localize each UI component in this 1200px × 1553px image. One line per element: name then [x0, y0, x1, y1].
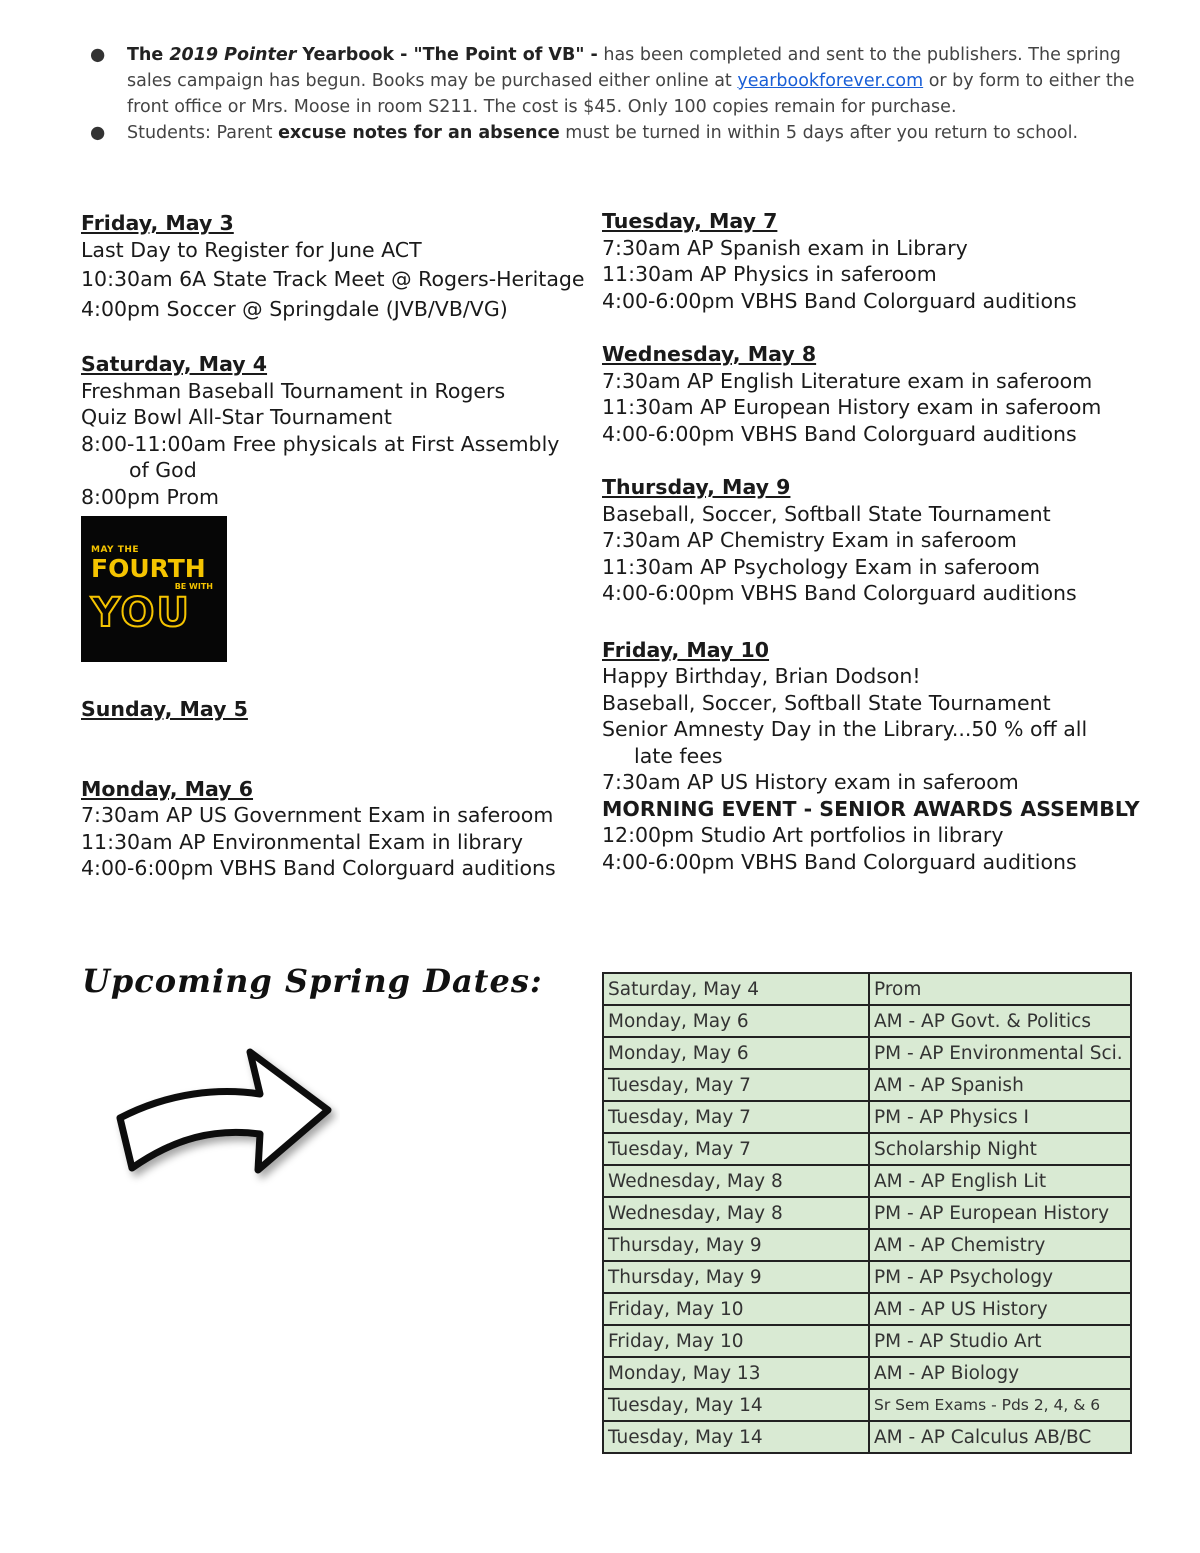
date-cell: Friday, May 10 — [603, 1325, 869, 1357]
table-row — [603, 1005, 1131, 1037]
table-row — [603, 1229, 1131, 1261]
table-row — [603, 1101, 1131, 1133]
image-text-line: MAY THE — [91, 545, 140, 555]
event-item: 11:30am AP Environmental Exam in library — [81, 829, 523, 854]
yearbook-link[interactable]: yearbookforever.com — [737, 71, 924, 91]
event-item: 4:00-6:00pm VBHS Band Colorguard auditions — [81, 856, 556, 880]
event-item: 7:30am AP US Government Exam in saferoom — [81, 803, 554, 827]
event-item: 11:30am AP Psychology Exam in saferoom — [602, 554, 1040, 579]
event-cell: AM - AP Chemistry — [869, 1229, 1131, 1261]
event-cell: PM - AP Environmental Sci. — [869, 1037, 1131, 1069]
event-item: 7:30am AP Chemistry Exam in saferoom — [602, 528, 1017, 552]
table-row — [603, 1325, 1131, 1357]
event-item: Happy Birthday, Brian Dodson! — [602, 664, 921, 688]
event-item: Last Day to Register for June ACT — [81, 237, 422, 262]
announcement-yearbook — [82, 42, 1162, 120]
yearbook-text-2: or by form to either the front office or Mrs. Moose in room S211. The cost is $45. Only 100 copies remain for purchase. — [127, 71, 1135, 117]
event-item-highlight: MORNING EVENT - SENIOR AWARDS ASSEMBLY — [602, 796, 1140, 821]
table-row — [603, 1037, 1131, 1069]
event-item: 7:30am AP US History exam in saferoom — [602, 770, 1019, 794]
event-item: 10:30am 6A State Track Meet @ Rogers-Heritage — [81, 267, 585, 291]
yearbook-label-pre: The — [127, 45, 170, 65]
date-cell: Wednesday, May 8 — [603, 1197, 869, 1229]
event-cell: Scholarship Night — [869, 1133, 1131, 1165]
upcoming-dates-heading: Upcoming Spring Dates: — [82, 962, 543, 1000]
excuse-text-post: must be turned in within 5 days after you return to school. — [559, 123, 1079, 143]
event-cell: PM - AP Psychology — [869, 1261, 1131, 1293]
image-text-line: YOU — [91, 590, 192, 636]
date-cell: Monday, May 6 — [603, 1037, 869, 1069]
date-cell: Saturday, May 4 — [603, 973, 869, 1005]
date-cell: Tuesday, May 7 — [603, 1069, 869, 1101]
day-heading: Wednesday, May 8 — [602, 342, 817, 366]
event-cell: AM - AP Biology — [869, 1357, 1131, 1389]
may-the-fourth-image — [81, 516, 227, 662]
event-cell: PM - AP Studio Art — [869, 1325, 1131, 1357]
table-row — [603, 1293, 1131, 1325]
day-heading: Saturday, May 4 — [81, 352, 268, 376]
date-cell: Wednesday, May 8 — [603, 1165, 869, 1197]
event-item: Freshman Baseball Tournament in Rogers — [81, 378, 506, 403]
upcoming-dates-table — [602, 972, 1132, 1454]
event-cell: AM - AP Govt. & Politics — [869, 1005, 1131, 1037]
event-cell: AM - AP Calculus AB/BC — [869, 1421, 1131, 1453]
table-row — [603, 1389, 1131, 1421]
day-block-wed-may8 — [602, 341, 1162, 447]
date-cell: Tuesday, May 7 — [603, 1133, 869, 1165]
event-item: 8:00pm Prom — [81, 484, 220, 509]
event-item: 4:00-6:00pm VBHS Band Colorguard auditions — [602, 849, 1077, 874]
schedule-right-column — [602, 208, 1162, 875]
date-cell: Tuesday, May 14 — [603, 1421, 869, 1453]
date-cell: Monday, May 13 — [603, 1357, 869, 1389]
day-block-tue-may7 — [602, 208, 1162, 314]
event-cell: PM - AP European History — [869, 1197, 1131, 1229]
day-block-fri-may10 — [602, 637, 1162, 876]
event-cell: PM - AP Physics I — [869, 1101, 1131, 1133]
event-cell: AM - AP Spanish — [869, 1069, 1131, 1101]
event-item-continued: of God — [129, 458, 197, 482]
day-heading: Tuesday, May 7 — [602, 209, 778, 233]
event-item: 11:30am AP Physics in saferoom — [602, 262, 937, 286]
day-block-thu-may9 — [602, 474, 1162, 607]
event-cell: AM - AP US History — [869, 1293, 1131, 1325]
bullet-icon: ● — [90, 123, 106, 143]
event-item: 11:30am AP European History exam in saferoom — [602, 395, 1102, 419]
day-heading: Monday, May 6 — [81, 776, 254, 801]
table-row — [603, 1197, 1131, 1229]
day-block-sun-may5 — [81, 696, 591, 723]
yearbook-text-1: has been completed and sent to the publishers. The spring sales campaign has begun. Books may be purchased either online at — [127, 45, 1121, 91]
table-row — [603, 1069, 1131, 1101]
event-item: Baseball, Soccer, Softball State Tournament — [602, 690, 1051, 715]
bullet-icon: ● — [90, 45, 106, 65]
event-item: 12:00pm Studio Art portfolios in library — [602, 823, 1004, 847]
event-item: 4:00-6:00pm VBHS Band Colorguard auditions — [602, 288, 1077, 313]
excuse-text-bold: excuse notes for an absence — [278, 123, 560, 143]
excuse-text-pre: Students: Parent — [127, 123, 279, 143]
event-item: 4:00-6:00pm VBHS Band Colorguard auditions — [602, 581, 1077, 605]
table-row — [603, 1133, 1131, 1165]
schedule-left-column — [81, 210, 591, 882]
event-cell: AM - AP English Lit — [869, 1165, 1131, 1197]
day-block-fri-may3 — [81, 210, 591, 322]
date-cell: Tuesday, May 14 — [603, 1389, 869, 1421]
day-heading: Friday, May 3 — [81, 211, 234, 235]
event-cell: Sr Sem Exams - Pds 2, 4, & 6 — [869, 1389, 1131, 1421]
date-cell: Friday, May 10 — [603, 1293, 869, 1325]
day-heading: Thursday, May 9 — [602, 475, 791, 499]
date-cell: Thursday, May 9 — [603, 1261, 869, 1293]
table-row — [603, 1165, 1131, 1197]
table-row — [603, 973, 1131, 1005]
announcement-excuse-notes — [82, 120, 1162, 146]
table-row — [603, 1421, 1131, 1453]
date-cell: Thursday, May 9 — [603, 1229, 869, 1261]
event-item-continued: late fees — [634, 743, 723, 768]
event-item: Senior Amnesty Day in the Library...50 % off all — [602, 717, 1088, 741]
day-block-sat-may4 — [81, 351, 591, 662]
event-item: 7:30am AP Spanish exam in Library — [602, 235, 968, 260]
event-item: 8:00-11:00am Free physicals at First Assembly — [81, 431, 560, 456]
event-cell: Prom — [869, 973, 1131, 1005]
table-row — [603, 1261, 1131, 1293]
table-row — [603, 1357, 1131, 1389]
event-item: 4:00-6:00pm VBHS Band Colorguard auditions — [602, 421, 1077, 446]
date-cell: Tuesday, May 7 — [603, 1101, 869, 1133]
event-item: 4:00pm Soccer @ Springdale (JVB/VB/VG) — [81, 296, 508, 321]
event-item: Baseball, Soccer, Softball State Tournament — [602, 501, 1051, 526]
arrow-right-icon — [110, 1030, 340, 1190]
day-heading: Friday, May 10 — [602, 637, 770, 662]
image-text-line: BE WITH — [174, 582, 213, 591]
yearbook-title: Yearbook - "The Point of VB" - — [296, 45, 598, 65]
image-text-line: FOURTH — [91, 554, 206, 583]
event-item: Quiz Bowl All-Star Tournament — [81, 405, 392, 429]
day-block-mon-may6 — [81, 776, 591, 882]
yearbook-name: 2019 Pointer — [169, 45, 297, 65]
day-heading: Sunday, May 5 — [81, 697, 248, 721]
announcements — [82, 42, 1162, 146]
date-cell: Monday, May 6 — [603, 1005, 869, 1037]
event-item: 7:30am AP English Literature exam in saferoom — [602, 368, 1093, 393]
